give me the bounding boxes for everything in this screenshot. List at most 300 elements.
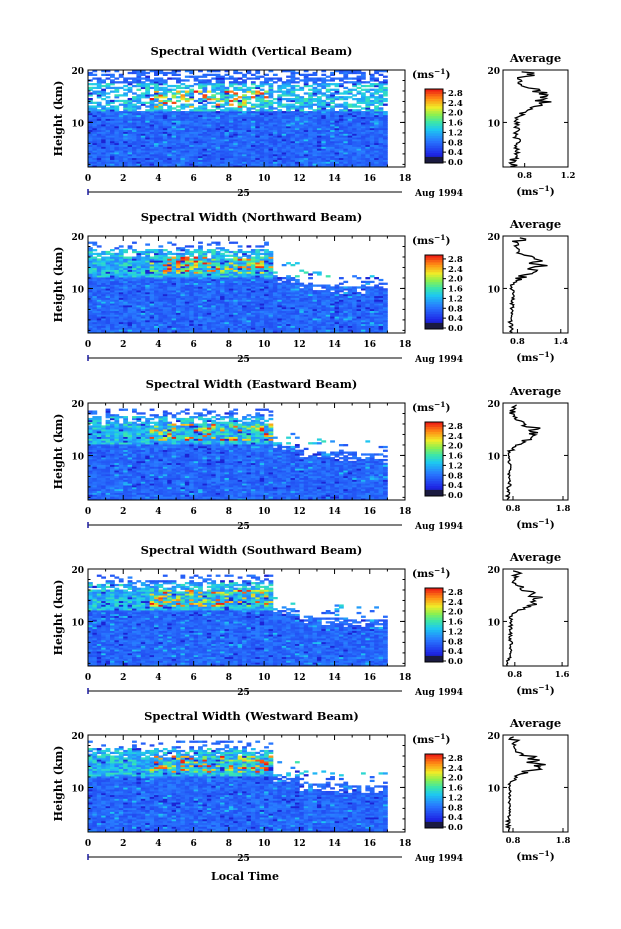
heatmap-cell	[229, 251, 234, 253]
heatmap-cell	[154, 249, 159, 251]
heatmap-cell	[361, 107, 366, 109]
heatmap-cell	[273, 91, 278, 93]
heatmap-cell	[154, 77, 159, 79]
heatmap-cell	[92, 91, 97, 93]
heatmap-cell	[172, 77, 177, 79]
heatmap-cell	[92, 257, 97, 259]
heatmap-cell	[317, 77, 322, 79]
avg-x-tick-label: 0.8	[517, 171, 533, 181]
colorbar-tick-label: 2.0	[448, 108, 463, 119]
heatmap-cell	[308, 77, 313, 79]
heatmap-cell	[313, 104, 318, 106]
heatmap-cell	[97, 109, 102, 111]
x-tick-label: 10	[257, 174, 271, 184]
heatmap-cell	[365, 85, 370, 87]
heatmap-cell	[229, 255, 234, 257]
heatmap-cell	[286, 104, 291, 106]
heatmap-cell	[343, 87, 348, 89]
heatmap-cell	[106, 74, 111, 76]
heatmap-cell	[176, 247, 181, 249]
heatmap-cell	[321, 77, 326, 79]
heatmap-cell	[379, 81, 384, 83]
heatmap-cell	[145, 102, 150, 104]
heatmap-cell	[198, 76, 203, 78]
heatmap-cell	[251, 81, 256, 83]
heatmap-cell	[101, 105, 106, 107]
heatmap-cell	[255, 249, 260, 251]
heatmap-cell	[352, 81, 357, 83]
x-tick-label: 6	[190, 174, 197, 184]
heatmap-cell	[185, 79, 190, 81]
heatmap-cell	[313, 98, 318, 100]
heatmap-cell	[198, 98, 203, 100]
heatmap-cell	[339, 96, 344, 98]
heatmap-cell	[335, 83, 340, 85]
heatmap-cell	[282, 81, 287, 83]
heatmap-cell	[198, 91, 203, 93]
heatmap-cell	[207, 96, 212, 98]
heatmap-cell	[238, 245, 243, 247]
heatmap-cell	[361, 81, 366, 83]
heatmap-cell	[167, 89, 172, 91]
heatmap-cell	[119, 81, 124, 83]
heatmap-cell	[255, 85, 260, 87]
heatmap-cell	[185, 91, 190, 93]
heatmap-cell	[238, 249, 243, 251]
heatmap-cell	[106, 77, 111, 79]
colorbar-tick-label: 0.0	[448, 158, 463, 168]
heatmap-cell	[220, 253, 225, 255]
heatmap-cell	[321, 74, 326, 76]
heatmap-cell	[211, 94, 216, 96]
heatmap-cell	[123, 257, 128, 259]
heatmap-cell	[286, 79, 291, 81]
heatmap-cell	[110, 91, 115, 93]
heatmap-cell	[198, 245, 203, 247]
heatmap-cell	[273, 77, 278, 79]
heatmap-cell	[123, 249, 128, 251]
heatmap-cell	[374, 89, 379, 91]
heatmap-cell	[251, 249, 256, 251]
heatmap-cell	[233, 77, 238, 79]
heatmap-cell	[180, 111, 185, 113]
heatmap-cell	[198, 79, 203, 81]
heatmap-cell	[92, 74, 97, 76]
heatmap-cell	[198, 242, 203, 244]
heatmap-cell	[101, 251, 106, 253]
heatmap-cell	[189, 76, 194, 78]
panel-title: Spectral Width (Northward Beam)	[140, 210, 363, 224]
heatmap-cell	[317, 96, 322, 98]
avg-y-tick-label: 10	[487, 119, 500, 130]
heatmap-cell	[233, 107, 238, 109]
heatmap-cell	[101, 257, 106, 259]
heatmap-cell	[251, 87, 256, 89]
heatmap-cell	[88, 105, 93, 107]
heatmap-cell	[357, 87, 362, 89]
heatmap-cell	[92, 242, 97, 244]
heatmap-cell	[286, 89, 291, 91]
heatmap-cell	[194, 83, 199, 85]
heatmap-cell	[176, 91, 181, 93]
heatmap-cell	[110, 105, 115, 107]
heatmap-cell	[88, 247, 93, 249]
date-day: 25	[237, 189, 250, 199]
heatmap-cell	[123, 89, 128, 91]
heatmap-cell	[180, 91, 185, 93]
heatmap-cell	[326, 83, 331, 85]
heatmap-cell	[238, 77, 243, 79]
heatmap-cell	[158, 249, 163, 251]
unit-exponent: −1	[434, 67, 446, 76]
heatmap-cell	[128, 245, 133, 247]
heatmap-cell	[357, 98, 362, 100]
heatmap-cell	[233, 251, 238, 253]
heatmap-cell	[238, 257, 243, 259]
heatmap-cell	[123, 77, 128, 79]
heatmap-cell	[123, 92, 128, 94]
heatmap-cell	[264, 242, 269, 244]
heatmap-cell	[273, 98, 278, 100]
heatmap-cell	[326, 79, 331, 81]
heatmap-cell	[304, 111, 309, 113]
heatmap-cell	[207, 109, 212, 111]
heatmap-cell	[172, 253, 177, 255]
heatmap-cell	[150, 79, 155, 81]
heatmap-cell	[132, 96, 137, 98]
heatmap-cell	[335, 96, 340, 98]
heatmap-cell	[224, 77, 229, 79]
heatmap-cell	[185, 104, 190, 106]
heatmap-cell	[247, 255, 252, 257]
heatmap-cell	[207, 258, 212, 260]
heatmap-cell	[172, 85, 177, 87]
heatmap-cell	[269, 83, 274, 85]
heatmap-cell	[379, 107, 384, 109]
heatmap-cell	[119, 87, 124, 89]
heatmap-cell	[361, 89, 366, 91]
heatmap-cell	[176, 96, 181, 98]
heatmap-cell	[194, 100, 199, 102]
heatmap-cell	[132, 77, 137, 79]
colorbar-unit: $(ms^{-1})$	[412, 67, 451, 81]
heatmap-cell	[308, 74, 313, 76]
heatmap-cell	[242, 89, 247, 91]
heatmap-cell	[97, 102, 102, 104]
x-tick-label: 4	[155, 174, 162, 184]
heatmap-cell	[264, 100, 269, 102]
heatmap-cell	[92, 249, 97, 251]
heatmap-cell	[194, 76, 199, 78]
heatmap-cell	[273, 81, 278, 83]
heatmap-cell	[92, 253, 97, 255]
heatmap-cell	[326, 89, 331, 91]
heatmap-cell	[163, 109, 168, 111]
heatmap-cell	[211, 105, 216, 107]
heatmap-cell	[370, 92, 375, 94]
heatmap-cell	[313, 87, 318, 89]
heatmap-cell	[97, 258, 102, 260]
heatmap-cell	[233, 87, 238, 89]
heatmap-cell	[238, 100, 243, 102]
heatmap-cell	[106, 251, 111, 253]
heatmap-cell	[167, 242, 172, 244]
colorbar-band	[425, 157, 443, 163]
heatmap-cell	[295, 94, 300, 96]
heatmap-cell	[370, 74, 375, 76]
heatmap-cell	[308, 92, 313, 94]
heatmap-cell	[224, 87, 229, 89]
heatmap-cell	[110, 87, 115, 89]
heatmap-cell	[176, 85, 181, 87]
heatmap-cell	[110, 249, 115, 251]
heatmap-cell	[158, 87, 163, 89]
heatmap-cell	[106, 96, 111, 98]
heatmap-cell	[308, 89, 313, 91]
heatmap-cell	[370, 109, 375, 111]
heatmap-cell	[194, 257, 199, 259]
heatmap-cell	[260, 257, 265, 259]
heatmap-cell	[136, 94, 141, 96]
x-tick-label: 16	[363, 174, 377, 184]
heatmap-cell	[229, 107, 234, 109]
heatmap-cell	[189, 89, 194, 91]
colorbar-tick-label: 1.2	[448, 128, 463, 139]
heatmap-cell	[233, 92, 238, 94]
heatmap-cell	[343, 102, 348, 104]
heatmap-cell	[185, 111, 190, 113]
heatmap-cell	[247, 245, 252, 247]
heatmap-cell	[97, 253, 102, 255]
heatmap-cell	[224, 107, 229, 109]
heatmap-cell	[154, 104, 159, 106]
heatmap-cell	[207, 79, 212, 81]
heatmap-cell	[348, 104, 353, 106]
heatmap-cell	[202, 74, 207, 76]
x-tick-label: 14	[328, 174, 341, 184]
heatmap-cell	[286, 76, 291, 78]
heatmap-cell	[238, 96, 243, 98]
heatmap-cell	[185, 76, 190, 78]
heatmap-cell	[97, 245, 102, 247]
heatmap-cell	[176, 100, 181, 102]
heatmap-cell	[357, 91, 362, 93]
heatmap-cell	[211, 242, 216, 244]
heatmap-cell	[326, 76, 331, 78]
heatmap-cell	[194, 249, 199, 251]
heatmap-cell	[339, 83, 344, 85]
heatmap-cell	[291, 111, 296, 113]
heatmap-cell	[343, 81, 348, 83]
heatmap-cell	[106, 92, 111, 94]
heatmap-cell	[370, 89, 375, 91]
heatmap-cell	[211, 249, 216, 251]
heatmap-cell	[97, 77, 102, 79]
heatmap-cell	[106, 100, 111, 102]
heatmap-cell	[383, 104, 388, 106]
heatmap-cell	[141, 77, 146, 79]
heatmap-cell	[269, 251, 274, 253]
heatmap-cell	[277, 85, 282, 87]
heatmap-cell	[277, 77, 282, 79]
heatmap-cell	[180, 87, 185, 89]
heatmap-cell	[119, 104, 124, 106]
heatmap-cell	[189, 245, 194, 247]
heatmap-cell	[357, 105, 362, 107]
heatmap-cell	[136, 251, 141, 253]
heatmap-cell	[264, 77, 269, 79]
heatmap-cell	[180, 83, 185, 85]
heatmap-cell	[172, 92, 177, 94]
heatmap-cell	[282, 98, 287, 100]
heatmap-cell	[224, 249, 229, 251]
heatmap-cell	[229, 104, 234, 106]
heatmap-cell	[224, 258, 229, 260]
heatmap-cell	[132, 85, 137, 87]
heatmap-cell	[172, 107, 177, 109]
heatmap-cell	[145, 72, 150, 74]
heatmap-cell	[88, 98, 93, 100]
colorbar-tick-label: 2.4	[448, 98, 463, 109]
panel-northward	[52, 210, 568, 365]
heatmap-cell	[229, 94, 234, 96]
heatmap-cell	[348, 89, 353, 91]
heatmap-cell	[211, 102, 216, 104]
heatmap-cell	[207, 102, 212, 104]
heatmap-cell	[299, 79, 304, 81]
heatmap-cell	[92, 77, 97, 79]
heatmap-cell	[141, 257, 146, 259]
heatmap-cell	[176, 105, 181, 107]
heatmap-cell	[88, 72, 93, 74]
heatmap-cell	[260, 76, 265, 78]
heatmap-cell	[374, 83, 379, 85]
heatmap-cell	[251, 74, 256, 76]
heatmap-cell	[295, 105, 300, 107]
heatmap-cell	[114, 247, 119, 249]
heatmap-cell	[114, 94, 119, 96]
heatmap-cell	[242, 251, 247, 253]
heatmap-cell	[365, 81, 370, 83]
heatmap-cell	[260, 249, 265, 251]
heatmap-cell	[141, 81, 146, 83]
heatmap-cell	[189, 251, 194, 253]
heatmap-cell	[136, 111, 141, 113]
heatmap-cell	[251, 111, 256, 113]
heatmap-cell	[172, 111, 177, 113]
heatmap-cell	[247, 77, 252, 79]
heatmap-cell	[163, 253, 168, 255]
heatmap-cell	[339, 77, 344, 79]
heatmap-cell	[119, 111, 124, 113]
heatmap-cell	[383, 87, 388, 89]
heatmap-cell	[264, 74, 269, 76]
heatmap-cell	[163, 72, 168, 74]
heatmap-cell	[282, 91, 287, 93]
average-unit: $(ms^{-1})$	[516, 184, 555, 198]
heatmap-cell	[260, 92, 265, 94]
heatmap-cell	[365, 89, 370, 91]
heatmap-cell	[273, 111, 278, 113]
heatmap-cell	[119, 94, 124, 96]
heatmap-cell	[321, 100, 326, 102]
heatmap-cell	[132, 92, 137, 94]
heatmap-cell	[229, 81, 234, 83]
heatmap-cell	[273, 74, 278, 76]
heatmap-cell	[216, 242, 221, 244]
heatmap-cell	[224, 255, 229, 257]
heatmap-cell	[88, 92, 93, 94]
heatmap-cell	[264, 109, 269, 111]
heatmap-cell	[352, 89, 357, 91]
colorbar-tick-label: 0.8	[448, 138, 463, 149]
heatmap-cell	[326, 102, 331, 104]
heatmap	[88, 242, 388, 334]
heatmap-cell	[202, 94, 207, 96]
heatmap-cell	[110, 74, 115, 76]
y-tick-label: 20	[71, 67, 84, 77]
heatmap-cell	[132, 249, 137, 251]
heatmap-cell	[383, 111, 388, 113]
heatmap-cell	[167, 251, 172, 253]
heatmap-cell	[167, 98, 172, 100]
heatmap-cell	[136, 105, 141, 107]
heatmap-cell	[185, 98, 190, 100]
heatmap-cell	[264, 91, 269, 93]
heatmap-cell	[119, 249, 124, 251]
heatmap-cell	[304, 98, 309, 100]
heatmap-cell	[242, 74, 247, 76]
heatmap-cell	[114, 253, 119, 255]
heatmap-cell	[194, 91, 199, 93]
heatmap-cell	[141, 102, 146, 104]
heatmap-cell	[220, 109, 225, 111]
unit-close: )	[445, 69, 451, 81]
heatmap-cell	[216, 74, 221, 76]
heatmap-cell	[167, 105, 172, 107]
heatmap-cell	[348, 109, 353, 111]
heatmap-cell	[207, 74, 212, 76]
heatmap-cell	[150, 249, 155, 251]
avg-x-tick-label: 1.2	[560, 171, 576, 181]
heatmap-cell	[185, 249, 190, 251]
heatmap-cell	[339, 92, 344, 94]
heatmap-cell	[163, 249, 168, 251]
y-axis-label: Height (km)	[52, 80, 65, 157]
heatmap-cell	[211, 77, 216, 79]
heatmap-cell	[163, 79, 168, 81]
heatmap-cell	[180, 79, 185, 81]
heatmap-cell	[185, 245, 190, 247]
heatmap-cell	[229, 100, 234, 102]
heatmap-cell	[308, 111, 313, 113]
heatmap-cell	[150, 94, 155, 96]
heatmap-cell	[326, 94, 331, 96]
heatmap-cell	[211, 83, 216, 85]
heatmap-cell	[110, 79, 115, 81]
heatmap-cell	[202, 104, 207, 106]
heatmap-cell	[361, 72, 366, 74]
heatmap-cell	[247, 251, 252, 253]
heatmap-cell	[383, 76, 388, 78]
heatmap-cell	[158, 92, 163, 94]
heatmap-cell	[167, 257, 172, 259]
heatmap-cell	[291, 98, 296, 100]
heatmap-cell	[247, 96, 252, 98]
heatmap-cell	[123, 85, 128, 87]
x-tick-label: 0	[84, 174, 92, 184]
heatmap-cell	[379, 94, 384, 96]
